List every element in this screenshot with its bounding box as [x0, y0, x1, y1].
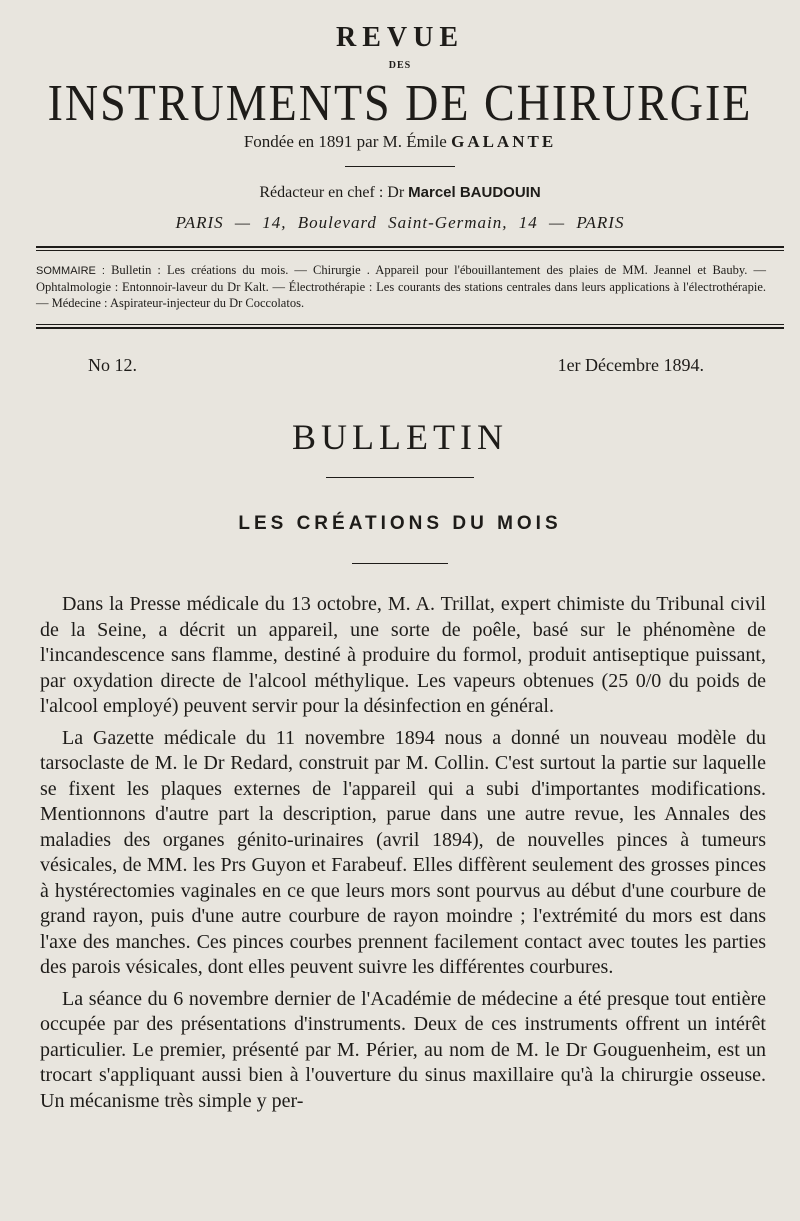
founded-prefix: Fondée en 1891 par M. Émile — [243, 132, 447, 151]
paragraph: La Gazette médicale du 11 novembre 1894 nous a donné un nouveau modèle du tarsoclaste de M. le Dr Redard, construit par M. Collin. C'est surtout la partie sur laquelle se fixent les plaques externes de l'appareil qui a subi d'importantes modifications. Mentionnons d'autre part la description, parue dans une autre revue, les Annales des maladies des organes génito-urinaires (avril 1894), de nouvelles pinces à tumeurs vésicales, de MM. les Prs Guyon et Farabeuf. Elles diffèrent seulement des grosses pinces à hystérectomies vaginales en ce que leurs mors sont pourvus au début d'une courbure de grand rayon, puis d'une autre courbure de rayon moindre ; l'extrémité du mors est dans l'axe des manches. Ces pinces courbes prennent facilement contact avec toutes les parties des parois vésicales, dont elles peuvent suivre les différentes courbures. — [40, 726, 766, 978]
editor-line — [0, 184, 800, 202]
issue-number: No 12. — [88, 355, 137, 375]
article-body — [40, 592, 766, 1120]
rule-bottom-thin — [36, 324, 784, 325]
section-title: BULLETIN — [292, 417, 508, 457]
address-line: PARIS — 14, Boulevard Saint-Germain, 14 — PARIS — [175, 213, 625, 232]
paragraph: La séance du 6 novembre dernier de l'Académie de médecine a été presque tout entière occupée par des présentations d'instruments. Deux de ces instruments offrent un intérêt particulier. Le premier, présenté par M. Périer, au nom de M. le Dr Gouguenheim, est un trocart s'appliquant aussi bien à l'ouverture du sinus maxillaire qu'à la chirurgie osseuse. Un mécanisme très simple y per- — [40, 987, 766, 1112]
sommaire-label: SOMMAIRE : — [36, 265, 105, 277]
editor-name: Marcel BAUDOUIN — [408, 184, 541, 201]
rule-bottom — [36, 327, 784, 329]
table-of-contents — [36, 262, 766, 311]
article-heading: LES CRÉATIONS DU MOIS — [238, 513, 562, 534]
editor-label: Rédacteur en chef : Dr — [259, 184, 405, 201]
divider — [326, 477, 474, 478]
divider — [345, 166, 455, 167]
founder-name: GALANTE — [451, 132, 557, 151]
sommaire-text: Bulletin : Les créations du mois. — Chirurgie . Appareil pour l'ébouillantement des plaies de MM. Jeannel et Bauby. — Ophtalmologie : Entonnoir-laveur du Dr Kalt. — Électrothérapie : Les courants des stations centrales dans leurs applications à l'électrothérapie.— Médecine : Aspirateur-injecteur du Dr Coccolatos. — [36, 263, 766, 310]
masthead-title: INSTRUMENTS DE CHIRURGIE — [47, 73, 753, 132]
masthead-revue: REVUE — [335, 22, 464, 53]
paragraph: Dans la Presse médicale du 13 octobre, M. A. Trillat, expert chimiste du Tribunal civil de la Seine, a décrit un appareil, une sorte de poêle, basé sur le phénomène de l'incandescence sans flamme, destiné à produire du formol, produit antiseptique puissant, par oxydation directe de l'alcool méthylique. Les vapeurs obtenues (25 0/0 du poids de l'alcool employé) peuvent servir pour la désinfection en général. — [40, 593, 766, 717]
divider — [352, 563, 448, 564]
rule-top — [36, 246, 784, 248]
issue-date: 1er Décembre 1894. — [557, 355, 704, 375]
rule-top-thin — [36, 250, 784, 251]
founded-line — [0, 132, 800, 152]
masthead-des: DES — [388, 60, 412, 71]
